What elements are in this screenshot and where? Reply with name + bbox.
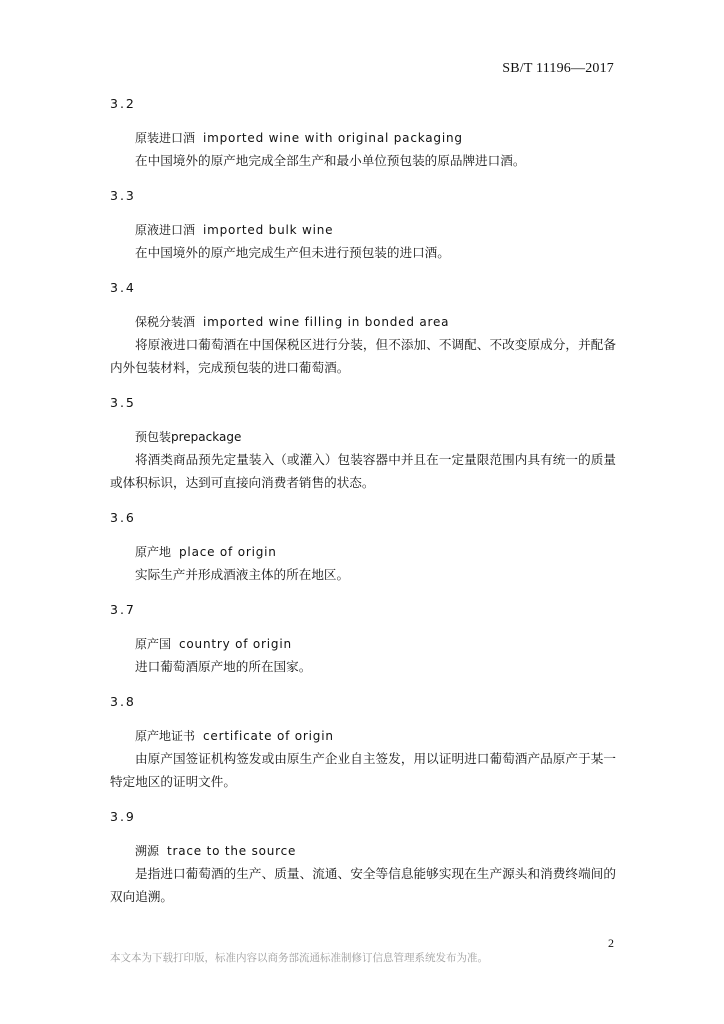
term-definition: 由原产国签证机构签发或由原生产企业自主签发，用以证明进口葡萄酒产品原产于某一特定地区的证明文件。 [110, 751, 616, 789]
term-entry-3-3 [110, 186, 616, 264]
term-entry-3-5 [110, 393, 616, 494]
term-english: country of origin [179, 637, 292, 651]
term-chinese: 原液进口酒 [135, 223, 196, 237]
footer-note: 本文本为下载打印版，标准内容以商务部流通标准制修订信息管理系统发布为准。 [110, 952, 488, 964]
term-heading [135, 542, 616, 562]
clause-number: 3.8 [110, 694, 136, 709]
term-chinese: 预包装 [135, 430, 172, 444]
clause-number: 3.7 [110, 602, 136, 617]
clause-number: 3.4 [110, 280, 136, 295]
term-chinese: 溯源 [135, 844, 160, 858]
clause-number: 3.5 [110, 395, 136, 410]
term-heading [135, 427, 616, 447]
term-english: imported bulk wine [203, 223, 334, 237]
clause-number: 3.2 [110, 96, 136, 111]
term-entry-3-7 [110, 600, 616, 678]
document-code: SB/T 11196—2017 [502, 61, 614, 76]
term-heading [135, 220, 616, 240]
clause-number: 3.9 [110, 809, 136, 824]
term-entry-3-2 [110, 94, 616, 172]
term-chinese: 原产地证书 [135, 729, 196, 743]
term-english: prepackage [171, 430, 242, 444]
term-definition: 将原液进口葡萄酒在中国保税区进行分装，但不添加、不调配、不改变原成分，并配备内外包装材料，完成预包装的进口葡萄酒。 [110, 337, 616, 375]
term-definition: 实际生产并形成酒液主体的所在地区。 [135, 567, 350, 582]
clause-number: 3.3 [110, 188, 136, 203]
term-entry-3-8 [110, 692, 616, 793]
term-definition: 将酒类商品预先定量装入（或灌入）包装容器中并且在一定量限范围内具有统一的质量或体积标识，达到可直接向消费者销售的状态。 [110, 452, 616, 490]
term-chinese: 原产地 [135, 545, 172, 559]
page-number: 2 [608, 936, 614, 950]
term-english: imported wine with original packaging [203, 131, 463, 145]
term-entry-3-4 [110, 278, 616, 379]
term-definition: 在中国境外的原产地完成全部生产和最小单位预包装的原品牌进口酒。 [135, 153, 526, 168]
term-heading [135, 841, 616, 861]
term-english: place of origin [179, 545, 277, 559]
terms-list [110, 94, 616, 922]
term-chinese: 原产国 [135, 637, 172, 651]
term-heading [135, 312, 616, 332]
term-heading [135, 634, 616, 654]
clause-number: 3.6 [110, 510, 136, 525]
term-entry-3-9 [110, 807, 616, 908]
term-entry-3-6 [110, 508, 616, 586]
term-definition: 在中国境外的原产地完成生产但未进行预包装的进口酒。 [135, 245, 450, 260]
term-english: imported wine filling in bonded area [203, 315, 450, 329]
term-definition: 进口葡萄酒原产地的所在国家。 [135, 659, 312, 674]
term-english: certificate of origin [203, 729, 334, 743]
term-chinese: 原装进口酒 [135, 131, 196, 145]
term-english: trace to the source [167, 844, 297, 858]
term-heading [135, 128, 616, 148]
term-chinese: 保税分装酒 [135, 315, 196, 329]
term-definition: 是指进口葡萄酒的生产、质量、流通、安全等信息能够实现在生产源头和消费终端间的双向追溯。 [110, 866, 616, 904]
term-heading [135, 726, 616, 746]
